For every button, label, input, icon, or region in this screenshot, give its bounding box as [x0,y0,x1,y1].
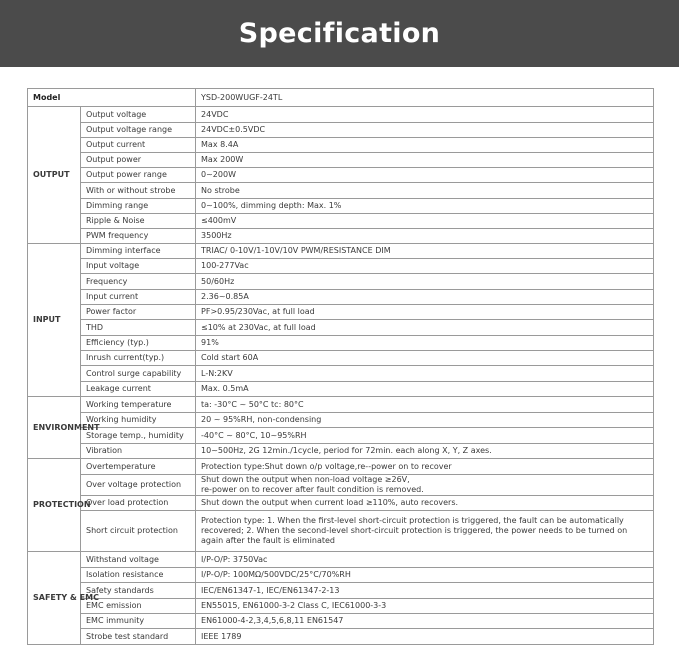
spec-row [28,511,654,552]
spec-row [28,459,654,475]
spec-row [28,475,654,496]
spec-row [28,336,654,351]
spec-value: Protection type:Shut down o/p voltage,re--power on to recover [196,459,654,475]
spec-value: 0~100%, dimming depth: Max. 1% [196,199,654,214]
spec-value: IEC/EN61347-1, IEC/EN61347-2-13 [196,583,654,599]
spec-label: Working humidity [81,413,196,428]
spec-table [27,88,654,645]
spec-value: No strobe [196,183,654,199]
spec-label: Ripple & Noise [81,214,196,229]
spec-row [28,382,654,397]
spec-row [28,413,654,428]
spec-label: Working temperature [81,397,196,413]
spec-row [28,244,654,259]
spec-value: 24VDC±0.5VDC [196,123,654,138]
group-label: INPUT [28,244,81,397]
spec-value: Max. 0.5mA [196,382,654,397]
group-label: PROTECTION [28,459,81,552]
spec-label: Power factor [81,305,196,320]
spec-label: Short circuit protection [81,511,196,552]
spec-row [28,351,654,366]
spec-row [28,123,654,138]
spec-row [28,168,654,183]
spec-label: Output power range [81,168,196,183]
spec-label: Output current [81,138,196,153]
spec-value: 100-277Vac [196,259,654,274]
spec-value: IEEE 1789 [196,629,654,645]
spec-label: Inrush current(typ.) [81,351,196,366]
spec-value: I/P-O/P: 3750Vac [196,552,654,568]
spec-row [28,305,654,320]
spec-label: Over load protection [81,496,196,511]
group-label: ENVIRONMENT [28,397,81,459]
spec-value: 10~500Hz, 2G 12min./1cycle, period for 72min. each along X, Y, Z axes. [196,444,654,459]
spec-label: Input current [81,290,196,305]
spec-value: TRIAC/ 0-10V/1-10V/10V PWM/RESISTANCE DIM [196,244,654,259]
model-label: Model [28,89,196,107]
spec-label: Vibration [81,444,196,459]
spec-label: PWM frequency [81,229,196,244]
spec-value: 50/60Hz [196,274,654,290]
spec-value: Shut down the output when non-load voltage ≥26V, re-power on to recover after fault condition is removed. [196,475,654,496]
spec-row [28,366,654,382]
spec-value: PF>0.95/230Vac, at full load [196,305,654,320]
spec-value: 3500Hz [196,229,654,244]
spec-value: Cold start 60A [196,351,654,366]
spec-table-body [28,89,654,645]
spec-label: THD [81,320,196,336]
spec-value: Protection type: 1. When the first-level short-circuit protection is triggered, the fault can be automatically recovered; 2. When the second-level short-circuit protection is triggered, the power needs to be turned on again after the fault is eliminated [196,511,654,552]
spec-value: L-N:2KV [196,366,654,382]
spec-row [28,183,654,199]
spec-row [28,552,654,568]
spec-label: Withstand voltage [81,552,196,568]
spec-row [28,138,654,153]
spec-label: Frequency [81,274,196,290]
spec-label: Input voltage [81,259,196,274]
spec-label: Strobe test standard [81,629,196,645]
spec-label: Efficiency (typ.) [81,336,196,351]
spec-value: EN55015, EN61000-3-2 Class C, IEC61000-3-3 [196,599,654,614]
spec-row [28,199,654,214]
spec-label: Output voltage range [81,123,196,138]
spec-row [28,259,654,274]
spec-row [28,397,654,413]
spec-row [28,496,654,511]
spec-row [28,153,654,168]
spec-label: EMC emission [81,599,196,614]
spec-label: With or without strobe [81,183,196,199]
spec-label: Safety standards [81,583,196,599]
spec-row [28,320,654,336]
page-title: Specification [238,18,441,49]
spec-label: Leakage current [81,382,196,397]
group-label: OUTPUT [28,107,81,244]
spec-label: Isolation resistance [81,568,196,583]
spec-row [28,444,654,459]
spec-value: 2.36~0.85A [196,290,654,305]
spec-label: Output power [81,153,196,168]
spec-row [28,614,654,629]
spec-value: 20 ~ 95%RH, non-condensing [196,413,654,428]
spec-row [28,568,654,583]
spec-label: Storage temp., humidity [81,428,196,444]
spec-row [28,107,654,123]
spec-value: ≤10% at 230Vac, at full load [196,320,654,336]
group-label: SAFETY & EMC [28,552,81,645]
spec-row [28,229,654,244]
spec-row [28,274,654,290]
spec-value: -40°C ~ 80°C, 10~95%RH [196,428,654,444]
spec-value: ta: -30°C ~ 50°C tc: 80°C [196,397,654,413]
spec-value: Max 200W [196,153,654,168]
spec-row [28,629,654,645]
spec-value: I/P-O/P: 100MΩ/500VDC/25°C/70%RH [196,568,654,583]
model-value: YSD-200WUGF-24TL [196,89,654,107]
spec-row [28,599,654,614]
spec-value: EN61000-4-2,3,4,5,6,8,11 EN61547 [196,614,654,629]
spec-value: Max 8.4A [196,138,654,153]
spec-row [28,290,654,305]
spec-row [28,583,654,599]
model-row [28,89,654,107]
spec-value: 24VDC [196,107,654,123]
spec-value: Shut down the output when current load ≥110%, auto recovers. [196,496,654,511]
spec-label: Dimming range [81,199,196,214]
spec-value: 0~200W [196,168,654,183]
spec-label: EMC immunity [81,614,196,629]
spec-label: Over voltage protection [81,475,196,496]
spec-label: Dimming interface [81,244,196,259]
spec-row [28,428,654,444]
spec-value: 91% [196,336,654,351]
spec-label: Overtemperature [81,459,196,475]
spec-value: ≤400mV [196,214,654,229]
spec-row [28,214,654,229]
banner [0,0,679,67]
spec-label: Control surge capability [81,366,196,382]
spec-label: Output voltage [81,107,196,123]
